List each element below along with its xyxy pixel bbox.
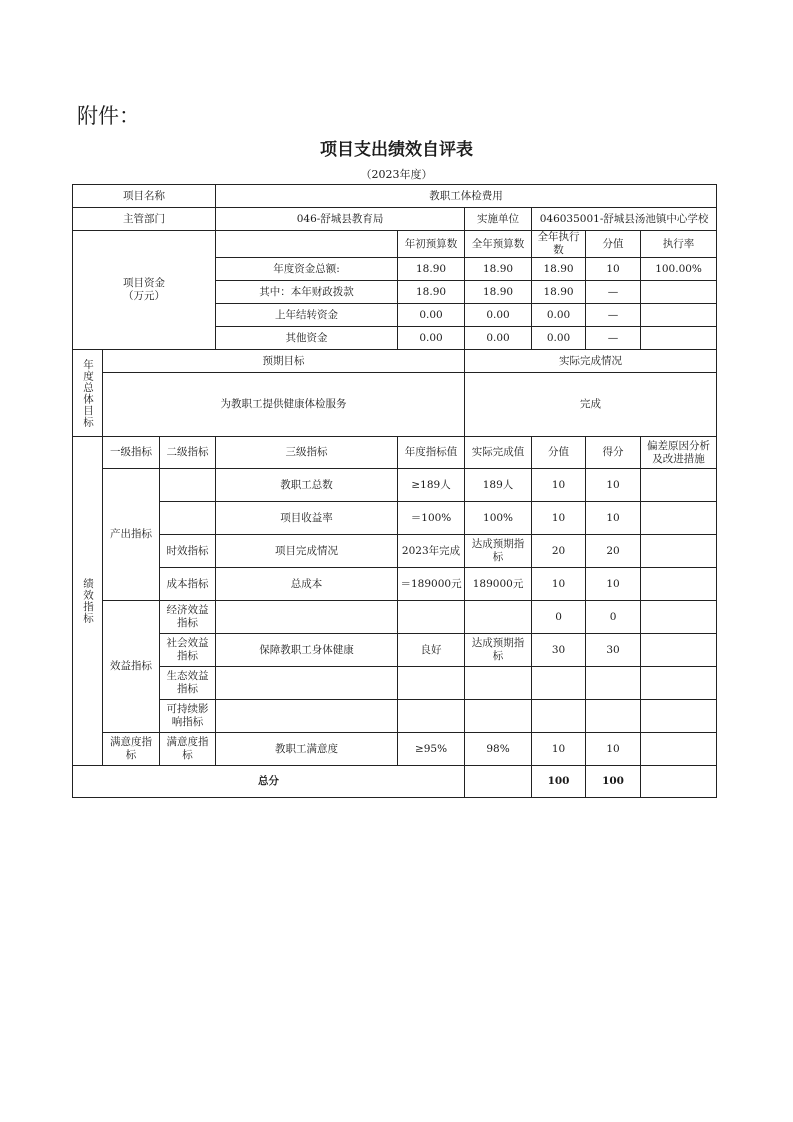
indicator-level3 bbox=[216, 700, 398, 733]
funds-initial: 0.00 bbox=[398, 304, 465, 327]
funds-row-label: 其中：本年财政拨款 bbox=[216, 281, 398, 304]
indicator-target: 2023年完成 bbox=[398, 535, 465, 568]
indicator-level3: 总成本 bbox=[216, 568, 398, 601]
funds-annual: 18.90 bbox=[465, 258, 532, 281]
indicator-actual: 达成预期指标 bbox=[465, 634, 532, 667]
indicator-target bbox=[398, 700, 465, 733]
indicator-target: ＝189000元 bbox=[398, 568, 465, 601]
funds-score-value: — bbox=[586, 327, 641, 350]
indicator-level3: 教职工总数 bbox=[216, 469, 398, 502]
indicator-deviation bbox=[641, 601, 717, 634]
indicator-level2: 成本指标 bbox=[160, 568, 216, 601]
funds-row-label: 年度资金总额: bbox=[216, 258, 398, 281]
attachment-label: 附件： bbox=[77, 104, 140, 128]
indicator-score-value bbox=[532, 667, 586, 700]
indicator-level2: 社会效益指标 bbox=[160, 634, 216, 667]
indicator-score: 30 bbox=[586, 634, 641, 667]
funds-executed: 0.00 bbox=[532, 304, 586, 327]
funds-header: 执行率 bbox=[641, 231, 717, 258]
indicator-actual bbox=[465, 700, 532, 733]
indicator-level2: 生态效益指标 bbox=[160, 667, 216, 700]
funds-annual: 18.90 bbox=[465, 281, 532, 304]
indicator-level2: 可持续影响指标 bbox=[160, 700, 216, 733]
indicator-score bbox=[586, 700, 641, 733]
funds-score-value: — bbox=[586, 281, 641, 304]
impl-unit-label: 实施单位 bbox=[465, 208, 532, 231]
indicator-level3: 项目完成情况 bbox=[216, 535, 398, 568]
performance-indicators-label: 绩效指标 bbox=[73, 437, 103, 766]
indicator-score-value bbox=[532, 700, 586, 733]
funds-initial: 18.90 bbox=[398, 258, 465, 281]
indicator-score-value: 10 bbox=[532, 502, 586, 535]
indicator-header-deviation: 偏差原因分析及改进措施 bbox=[641, 437, 717, 469]
actual-completion: 完成 bbox=[465, 373, 717, 437]
funds-executed: 18.90 bbox=[532, 258, 586, 281]
indicator-actual: 100% bbox=[465, 502, 532, 535]
indicator-target: ＝100% bbox=[398, 502, 465, 535]
indicator-actual: 达成预期指标 bbox=[465, 535, 532, 568]
indicator-score-value: 10 bbox=[532, 469, 586, 502]
dept-value: 046-舒城县教育局 bbox=[216, 208, 465, 231]
indicator-score-value: 10 bbox=[532, 733, 586, 766]
funds-rate bbox=[641, 304, 717, 327]
indicator-score: 10 bbox=[586, 502, 641, 535]
indicator-row bbox=[73, 667, 717, 700]
funds-header: 分值 bbox=[586, 231, 641, 258]
indicator-target bbox=[398, 667, 465, 700]
indicator-level2 bbox=[160, 502, 216, 535]
indicator-row bbox=[73, 469, 717, 502]
indicator-header-level3: 三级指标 bbox=[216, 437, 398, 469]
evaluation-table bbox=[72, 184, 717, 798]
actual-completion-header: 实际完成情况 bbox=[465, 350, 717, 373]
indicator-level2: 时效指标 bbox=[160, 535, 216, 568]
expected-goal-header: 预期目标 bbox=[103, 350, 465, 373]
indicator-header-score: 得分 bbox=[586, 437, 641, 469]
indicator-score: 20 bbox=[586, 535, 641, 568]
indicator-deviation bbox=[641, 667, 717, 700]
funds-initial: 18.90 bbox=[398, 281, 465, 304]
indicator-group-output: 产出指标 bbox=[103, 469, 160, 601]
indicator-deviation bbox=[641, 535, 717, 568]
funds-header-blank bbox=[216, 231, 398, 258]
indicator-deviation bbox=[641, 568, 717, 601]
total-blank bbox=[465, 766, 532, 798]
indicator-row bbox=[73, 700, 717, 733]
indicator-header-level1: 一级指标 bbox=[103, 437, 160, 469]
indicator-deviation bbox=[641, 469, 717, 502]
indicator-actual bbox=[465, 667, 532, 700]
indicator-header-score-value: 分值 bbox=[532, 437, 586, 469]
indicator-deviation bbox=[641, 700, 717, 733]
indicator-row bbox=[73, 601, 717, 634]
funds-row-label: 上年结转资金 bbox=[216, 304, 398, 327]
indicator-group-benefit: 效益指标 bbox=[103, 601, 160, 733]
indicator-score-value: 0 bbox=[532, 601, 586, 634]
funds-header: 年初预算数 bbox=[398, 231, 465, 258]
expected-goal: 为教职工提供健康体检服务 bbox=[103, 373, 465, 437]
funds-executed: 18.90 bbox=[532, 281, 586, 304]
indicator-deviation bbox=[641, 634, 717, 667]
funds-rate bbox=[641, 281, 717, 304]
indicator-level3: 项目收益率 bbox=[216, 502, 398, 535]
project-name-label: 项目名称 bbox=[73, 185, 216, 208]
annual-goals-label: 年度总体目标 bbox=[73, 350, 103, 437]
indicator-header-level2: 二级指标 bbox=[160, 437, 216, 469]
project-name-value: 教职工体检费用 bbox=[216, 185, 717, 208]
indicator-level2: 满意度指标 bbox=[160, 733, 216, 766]
total-score-value: 100 bbox=[532, 766, 586, 798]
indicator-score: 10 bbox=[586, 733, 641, 766]
funds-label-line2: （万元） bbox=[123, 290, 166, 302]
indicator-score: 10 bbox=[586, 568, 641, 601]
funds-score-value: 10 bbox=[586, 258, 641, 281]
funds-header: 全年执行数 bbox=[532, 231, 586, 258]
funds-annual: 0.00 bbox=[465, 327, 532, 350]
indicator-deviation bbox=[641, 502, 717, 535]
funds-header: 全年预算数 bbox=[465, 231, 532, 258]
total-deviation bbox=[641, 766, 717, 798]
funds-initial: 0.00 bbox=[398, 327, 465, 350]
indicator-actual: 189人 bbox=[465, 469, 532, 502]
indicator-score-value: 20 bbox=[532, 535, 586, 568]
indicator-score-value: 10 bbox=[532, 568, 586, 601]
indicator-level2 bbox=[160, 469, 216, 502]
indicator-score: 0 bbox=[586, 601, 641, 634]
year-subtitle: （2023年度） bbox=[360, 168, 433, 181]
indicator-level3 bbox=[216, 601, 398, 634]
indicator-group-satisfaction: 满意度指标 bbox=[103, 733, 160, 766]
indicator-score-value: 30 bbox=[532, 634, 586, 667]
indicator-level2: 经济效益指标 bbox=[160, 601, 216, 634]
indicator-row bbox=[73, 733, 717, 766]
indicator-level3 bbox=[216, 667, 398, 700]
funds-rate: 100.00% bbox=[641, 258, 717, 281]
indicator-actual bbox=[465, 601, 532, 634]
indicator-level3: 保障教职工身体健康 bbox=[216, 634, 398, 667]
dept-label: 主管部门 bbox=[73, 208, 216, 231]
indicator-target: 良好 bbox=[398, 634, 465, 667]
funds-executed: 0.00 bbox=[532, 327, 586, 350]
indicator-deviation bbox=[641, 733, 717, 766]
indicator-row bbox=[73, 502, 717, 535]
funds-annual: 0.00 bbox=[465, 304, 532, 327]
indicator-header-target: 年度指标值 bbox=[398, 437, 465, 469]
funds-row-label: 其他资金 bbox=[216, 327, 398, 350]
indicator-row bbox=[73, 535, 717, 568]
impl-unit-value: 046035001-舒城县汤池镇中心学校 bbox=[532, 208, 717, 231]
indicator-header-actual: 实际完成值 bbox=[465, 437, 532, 469]
indicator-actual: 189000元 bbox=[465, 568, 532, 601]
total-label: 总分 bbox=[73, 766, 465, 798]
indicator-score bbox=[586, 667, 641, 700]
funds-label bbox=[73, 231, 216, 350]
indicator-row bbox=[73, 634, 717, 667]
indicator-target bbox=[398, 601, 465, 634]
indicator-row bbox=[73, 568, 717, 601]
funds-score-value: — bbox=[586, 304, 641, 327]
funds-rate bbox=[641, 327, 717, 350]
indicator-target: ≥95% bbox=[398, 733, 465, 766]
indicator-actual: 98% bbox=[465, 733, 532, 766]
indicator-level3: 教职工满意度 bbox=[216, 733, 398, 766]
funds-label-line1: 项目资金 bbox=[123, 277, 166, 289]
total-score: 100 bbox=[586, 766, 641, 798]
page-title: 项目支出绩效自评表 bbox=[320, 140, 473, 160]
indicator-score: 10 bbox=[586, 469, 641, 502]
indicator-target: ≥189人 bbox=[398, 469, 465, 502]
